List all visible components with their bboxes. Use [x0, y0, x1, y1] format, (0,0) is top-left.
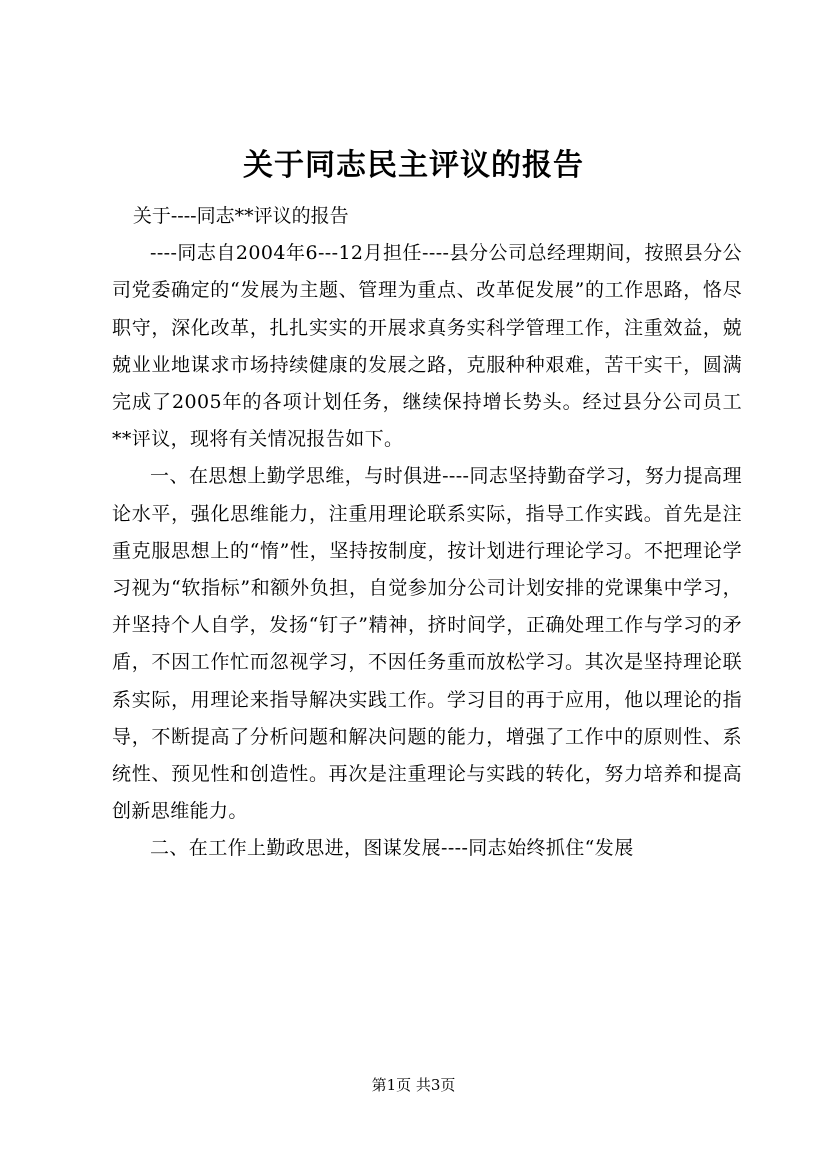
- paragraph-section-one: 一、在思想上勤学思维，与时俱进----同志坚持勤奋学习，努力提高理论水平，强化思维能力，注重用理论联系实际，指导工作实践。首先是注重克服思想上的“惰”性，坚持按制度，按计划进行理论学习。不把理论学习视为“软指标”和额外负担，自觉参加分公司计划安排的党课集中学习，并坚持个人自学，发扬“钉子”精神，挤时间学，正确处理工作与学习的矛盾，不因工作忙而忽视学习，不因任务重而放松学习。其次是坚持理论联系实际，用理论来指导解决实践工作。学习目的再于应用，他以理论的指导，不断提高了分析问题和解决问题的能力，增强了工作中的原则性、系统性、预见性和创造性。再次是注重理论与实践的转化，努力培养和提高创新思维能力。: [112, 465, 742, 823]
- document-body: [112, 198, 742, 868]
- page-number-footer: 第1页 共3页: [371, 1076, 456, 1094]
- paragraph-intro: ----同志自2004年6---12月担任----县分公司总经理期间，按照县分公司党委确定的“发展为主题、管理为重点、改革促发展”的工作思路，恪尽职守，深化改革，扎扎实实的开展求真务实科学管理工作，注重效益，兢兢业业地谋求市场持续健康的发展之路，克服种种艰难，苦干实干，圆满完成了2005年的各项计划任务，继续保持增长势头。经过县分公司员工**评议，现将有关情况报告如下。: [112, 242, 742, 451]
- paragraph-section-two: 二、在工作上勤政思进，图谋发展----同志始终抓住“发展: [150, 837, 634, 860]
- document-title: 关于同志民主评议的报告: [243, 148, 584, 183]
- document-subtitle: 关于----同志**评议的报告: [132, 205, 349, 227]
